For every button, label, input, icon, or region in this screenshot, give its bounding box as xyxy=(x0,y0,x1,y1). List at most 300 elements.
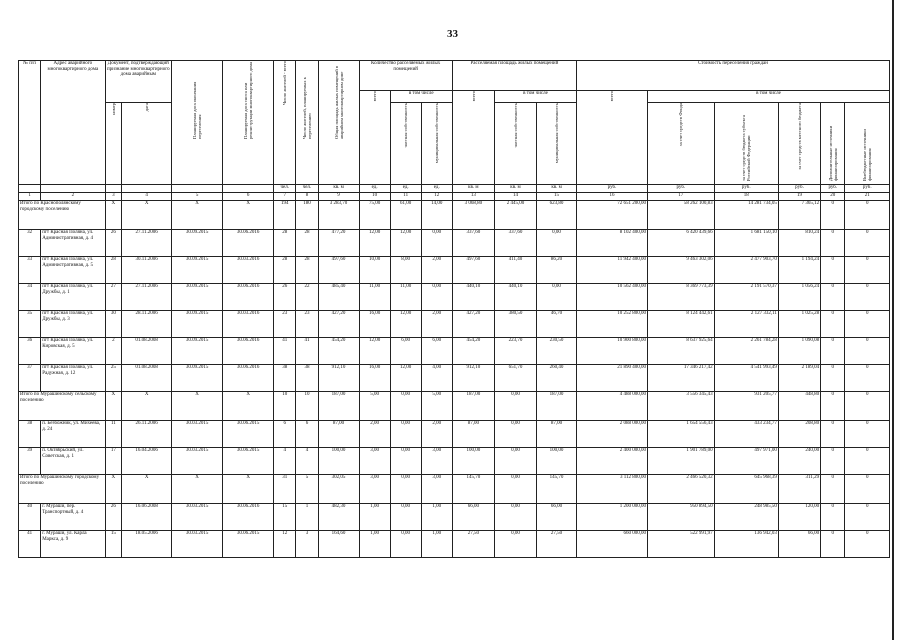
value-cell: 87,00 xyxy=(452,421,494,448)
table-row xyxy=(19,230,890,257)
cost-cell: 2 477 903,70 xyxy=(714,257,778,284)
col-doc-date-header: дата xyxy=(122,103,172,185)
cost-cell: 2 261 784,28 xyxy=(714,338,778,365)
cost-cell: 4 541 993,49 xyxy=(714,365,778,392)
value-cell: 26.11.2006 xyxy=(122,421,172,448)
subtotal-row xyxy=(19,392,890,421)
value-cell: 16,00 xyxy=(359,365,390,392)
value-cell: 0,00 xyxy=(537,284,577,311)
value-cell: X xyxy=(223,392,274,421)
value-cell: 38 xyxy=(274,365,296,392)
value-cell: X xyxy=(223,475,274,504)
value-cell: 30.03.2015 xyxy=(172,448,223,475)
value-cell: 2,00 xyxy=(421,311,452,338)
cost-cell: 448,80 xyxy=(778,392,820,421)
value-cell: X xyxy=(172,201,223,230)
value-cell: 0,00 xyxy=(494,475,536,504)
value-cell: X xyxy=(172,475,223,504)
value-cell: 1,00 xyxy=(359,531,390,558)
col-area-group-header: Расселяемая площадь жилых помещений xyxy=(452,61,576,91)
address-cell: пгт Красная Поляна, ул. Административная, д. 4 xyxy=(41,230,105,257)
col-area-private-header: частная собственность xyxy=(494,103,536,185)
value-cell: 0 xyxy=(821,311,845,338)
value-cell: 30.03.2016 xyxy=(223,257,274,284)
value-cell: 145,70 xyxy=(452,475,494,504)
unit-cell: руб. xyxy=(778,185,820,193)
unit-cell xyxy=(105,185,122,193)
units-row xyxy=(19,185,890,193)
column-number-cell: 11 xyxy=(390,193,421,201)
value-cell: 87,00 xyxy=(318,421,359,448)
unit-cell: чел. xyxy=(296,185,318,193)
col-rooms-private-header: частная собственность xyxy=(390,103,421,185)
margin-rule xyxy=(892,0,894,640)
value-cell: 30.11.2006 xyxy=(122,257,172,284)
value-cell: 27,50 xyxy=(452,531,494,558)
value-cell: 30 xyxy=(105,311,122,338)
col-address-header: Адрес аварийного многоквартирного дома xyxy=(41,61,105,185)
value-cell: 0,00 xyxy=(494,421,536,448)
value-cell: 30.06.2015 xyxy=(223,421,274,448)
value-cell: 454,20 xyxy=(452,338,494,365)
cost-cell: 11 942 400,00 xyxy=(577,257,648,284)
unit-cell: ед. xyxy=(421,185,452,193)
value-cell: 0 xyxy=(821,531,845,558)
value-cell: 22 xyxy=(296,284,318,311)
cost-cell: 66,00 xyxy=(778,531,820,558)
value-cell: 30.06.2016 xyxy=(223,284,274,311)
value-cell: 0 xyxy=(821,421,845,448)
cost-cell: 208,80 xyxy=(778,421,820,448)
column-number-cell: 1 xyxy=(19,193,41,201)
col-cost-regional-header: за счет средств бюджета субъекта Российской Федерации xyxy=(714,103,778,185)
row-number-cell: 39 xyxy=(19,448,41,475)
value-cell: 485,40 xyxy=(318,284,359,311)
value-cell: 454,20 xyxy=(318,338,359,365)
value-cell: 380,50 xyxy=(494,311,536,338)
value-cell: 0 xyxy=(821,475,845,504)
page-number: 33 xyxy=(447,28,458,40)
value-cell: 17 xyxy=(105,448,122,475)
row-number-cell: 37 xyxy=(19,365,41,392)
value-cell: 0,00 xyxy=(390,531,421,558)
value-cell: 440,10 xyxy=(494,284,536,311)
value-cell: 0,00 xyxy=(494,531,536,558)
column-number-cell: 17 xyxy=(648,193,715,201)
value-cell: 180 xyxy=(296,201,318,230)
value-cell: 30.06.2016 xyxy=(223,365,274,392)
address-cell: п. Октябрьский, ул. Советская, д. 1 xyxy=(41,448,105,475)
value-cell: 30.03.2015 xyxy=(172,421,223,448)
col-rooms-group-header: Количество расселяемых жилых помещений xyxy=(359,61,452,91)
value-cell: 28 xyxy=(296,230,318,257)
unit-cell xyxy=(223,185,274,193)
value-cell: 61,00 xyxy=(390,201,421,230)
address-cell: пгт Красная Поляна, ул. Дружбы, д. 3 xyxy=(41,311,105,338)
col-document-header: Документ, подтверждающий признание многоквартирного дома аварийным xyxy=(105,61,172,103)
value-cell: 912,10 xyxy=(318,365,359,392)
value-cell: 87,00 xyxy=(537,421,577,448)
subtotal-row xyxy=(19,201,890,230)
value-cell: 0 xyxy=(845,392,890,421)
value-cell: X xyxy=(122,201,172,230)
cost-cell: 1 090,08 xyxy=(778,338,820,365)
cost-cell: 248 985,50 xyxy=(714,504,778,531)
column-number-cell: 9 xyxy=(318,193,359,201)
value-cell: 6 xyxy=(296,421,318,448)
cost-cell: 8 637 925,64 xyxy=(648,338,715,365)
value-cell: 0 xyxy=(845,365,890,392)
value-cell: 0,00 xyxy=(390,392,421,421)
cost-cell: 497 971,00 xyxy=(714,448,778,475)
value-cell: 0 xyxy=(821,201,845,230)
column-number-cell: 10 xyxy=(359,193,390,201)
row-number-cell: 34 xyxy=(19,284,41,311)
column-number-cell: 7 xyxy=(274,193,296,201)
col-cost-extra-header: Внебюджетные источники финансирования xyxy=(845,103,890,185)
col-planned-demolition-header: Планируемая дата сноса или реконструкции многоквартирного дома xyxy=(223,61,274,185)
value-cell: 12,00 xyxy=(390,365,421,392)
table-row xyxy=(19,338,890,365)
value-cell: 411,40 xyxy=(494,257,536,284)
col-area-total-header: всего xyxy=(452,91,494,185)
value-cell: 497,60 xyxy=(452,257,494,284)
value-cell: 66,00 xyxy=(452,504,494,531)
value-cell: 3,00 xyxy=(421,475,452,504)
column-number-cell: 8 xyxy=(296,193,318,201)
value-cell: 0 xyxy=(845,257,890,284)
value-cell: X xyxy=(122,475,172,504)
col-doc-number-header: номер xyxy=(105,103,122,185)
column-number-cell: 14 xyxy=(494,193,536,201)
address-cell: пгт Красная Поляна, ул. Административная, д. 5 xyxy=(41,257,105,284)
value-cell: X xyxy=(105,475,122,504)
col-planned-date-header: Планируемая дата окончания переселения xyxy=(172,61,223,185)
cost-cell: 2 466 520,32 xyxy=(648,475,715,504)
column-number-cell: 19 xyxy=(778,193,820,201)
cost-cell: 1 200 000,00 xyxy=(577,504,648,531)
value-cell: 30.09.2015 xyxy=(172,365,223,392)
cost-cell: 17 346 217,42 xyxy=(648,365,715,392)
value-cell: 31 xyxy=(274,475,296,504)
address-cell: пгт Красная Поляна, ул. Радужная, д. 12 xyxy=(41,365,105,392)
col-num-header: № п/п xyxy=(19,61,41,185)
value-cell: 0 xyxy=(845,421,890,448)
value-cell: 16.06.2008 xyxy=(122,504,172,531)
column-number-cell: 2 xyxy=(41,193,105,201)
value-cell: 0 xyxy=(821,257,845,284)
value-cell: 0,00 xyxy=(537,230,577,257)
value-cell: 2,00 xyxy=(359,421,390,448)
value-cell: 28.11.2006 xyxy=(122,311,172,338)
col-residents-total-header: Число жителей - всего xyxy=(274,61,296,185)
row-number-cell: 40 xyxy=(19,504,41,531)
value-cell: 28 xyxy=(274,230,296,257)
value-cell: 0 xyxy=(845,230,890,257)
value-cell: 260,40 xyxy=(537,365,577,392)
value-cell: 3,00 xyxy=(359,448,390,475)
unit-cell: руб. xyxy=(845,185,890,193)
cost-cell: 58 262 100,83 xyxy=(648,201,715,230)
value-cell: 5,00 xyxy=(359,392,390,421)
address-cell: п. Безбожник, ул. Михеева, д. 24 xyxy=(41,421,105,448)
value-cell: 86,20 xyxy=(537,257,577,284)
value-cell: 16,00 xyxy=(359,311,390,338)
cost-cell: 21 890 400,00 xyxy=(577,365,648,392)
value-cell: 18.05.2006 xyxy=(122,531,172,558)
value-cell: 4,00 xyxy=(421,365,452,392)
value-cell: 46,70 xyxy=(537,311,577,338)
unit-cell: руб. xyxy=(577,185,648,193)
unit-cell xyxy=(41,185,105,193)
value-cell: 4 xyxy=(274,448,296,475)
unit-cell: ед. xyxy=(390,185,421,193)
cost-cell: 2 127 332,11 xyxy=(714,311,778,338)
value-cell: 30.09.2015 xyxy=(172,284,223,311)
col-residents-planned-header: Число жителей, планируемых к переселению xyxy=(296,61,318,185)
value-cell: 11,00 xyxy=(359,284,390,311)
unit-cell: кв. м xyxy=(537,185,577,193)
value-cell: 100,00 xyxy=(537,448,577,475)
unit-cell: руб. xyxy=(648,185,715,193)
cost-cell: 10 562 400,00 xyxy=(577,284,648,311)
table-row xyxy=(19,311,890,338)
value-cell: 223,70 xyxy=(494,338,536,365)
value-cell: 0 xyxy=(821,284,845,311)
row-number-cell: 38 xyxy=(19,421,41,448)
value-cell: 27.11.2006 xyxy=(122,284,172,311)
cost-cell: 1 654 556,43 xyxy=(648,421,715,448)
cost-cell: 240,00 xyxy=(778,448,820,475)
cost-cell: 1 056,24 xyxy=(778,284,820,311)
table-row xyxy=(19,365,890,392)
value-cell: 27 xyxy=(105,284,122,311)
cost-cell: 2 400 000,00 xyxy=(577,448,648,475)
cost-cell: 8 369 773,39 xyxy=(648,284,715,311)
cost-cell: 120,00 xyxy=(778,504,820,531)
column-number-cell: 3 xyxy=(105,193,122,201)
cost-cell: 1 025,28 xyxy=(778,311,820,338)
value-cell: 01.08.2008 xyxy=(122,338,172,365)
value-cell: 0 xyxy=(821,365,845,392)
value-cell: 30.09.2015 xyxy=(172,230,223,257)
unit-cell: чел. xyxy=(274,185,296,193)
cost-cell: 1 681 150,10 xyxy=(714,230,778,257)
value-cell: 912,10 xyxy=(452,365,494,392)
unit-cell xyxy=(19,185,41,193)
cost-cell: 7 365,12 xyxy=(778,201,820,230)
value-cell: 0,00 xyxy=(390,475,421,504)
value-cell: 3,00 xyxy=(421,448,452,475)
value-cell: 30.06.2015 xyxy=(223,448,274,475)
cost-cell: 136 942,03 xyxy=(714,531,778,558)
column-number-cell: 4 xyxy=(122,193,172,201)
unit-cell: ед. xyxy=(359,185,390,193)
value-cell: 1,00 xyxy=(421,531,452,558)
value-cell: 23 xyxy=(296,311,318,338)
value-cell: 10 xyxy=(274,392,296,421)
col-total-area-header: Общая площадь жилых помещений в аварийном многоквартирном доме xyxy=(318,61,359,185)
value-cell: 187,00 xyxy=(318,392,359,421)
value-cell: 15 xyxy=(274,504,296,531)
value-cell: 0 xyxy=(821,338,845,365)
column-number-cell: 21 xyxy=(845,193,890,201)
value-cell: 3 283,70 xyxy=(318,201,359,230)
cost-cell: 950 894,50 xyxy=(648,504,715,531)
value-cell: 1,00 xyxy=(359,504,390,531)
value-cell: 38 xyxy=(296,365,318,392)
value-cell: 6,00 xyxy=(421,338,452,365)
value-cell: 164,60 xyxy=(318,531,359,558)
subtotal-label: Итого по Мурашинскому сельскому поселению xyxy=(19,392,106,421)
cost-cell: 9 463 302,06 xyxy=(648,257,715,284)
value-cell: 0 xyxy=(845,311,890,338)
value-cell: 0 xyxy=(821,448,845,475)
value-cell: 230,50 xyxy=(537,338,577,365)
value-cell: 145,70 xyxy=(537,475,577,504)
value-cell: 26 xyxy=(274,284,296,311)
table-row xyxy=(19,448,890,475)
cost-cell: 1 901 789,00 xyxy=(648,448,715,475)
value-cell: 0 xyxy=(845,531,890,558)
cost-cell: 433 234,77 xyxy=(714,421,778,448)
value-cell: 0 xyxy=(821,504,845,531)
value-cell: 10,00 xyxy=(359,257,390,284)
table-row xyxy=(19,504,890,531)
value-cell: 187,00 xyxy=(452,392,494,421)
value-cell: 12 xyxy=(274,531,296,558)
column-number-cell: 6 xyxy=(223,193,274,201)
cost-cell: 10 252 800,00 xyxy=(577,311,648,338)
value-cell: X xyxy=(105,392,122,421)
resettlement-table xyxy=(18,60,890,558)
value-cell: 41 xyxy=(274,338,296,365)
value-cell: 0,00 xyxy=(390,448,421,475)
col-rooms-incl-header: в том числе xyxy=(390,91,452,103)
value-cell: 477,20 xyxy=(318,230,359,257)
table-body xyxy=(19,201,890,558)
value-cell: 28 xyxy=(296,257,318,284)
value-cell: 15 xyxy=(105,531,122,558)
value-cell: 0 xyxy=(845,448,890,475)
cost-cell: 3 112 800,00 xyxy=(577,475,648,504)
value-cell: 0 xyxy=(845,201,890,230)
value-cell: 28 xyxy=(105,257,122,284)
column-numbers-row xyxy=(19,193,890,201)
unit-cell: руб. xyxy=(821,185,845,193)
value-cell: 12,00 xyxy=(359,338,390,365)
row-number-cell: 41 xyxy=(19,531,41,558)
value-cell: 100,00 xyxy=(318,448,359,475)
row-number-cell: 36 xyxy=(19,338,41,365)
value-cell: 194 xyxy=(274,201,296,230)
value-cell: 0 xyxy=(845,338,890,365)
value-cell: X xyxy=(105,201,122,230)
value-cell: 623,80 xyxy=(537,201,577,230)
value-cell: 3 068,80 xyxy=(452,201,494,230)
cost-cell: 2 189,04 xyxy=(778,365,820,392)
value-cell: 8,00 xyxy=(390,257,421,284)
value-cell: 0,00 xyxy=(494,504,536,531)
value-cell: 1 xyxy=(296,504,318,531)
cost-cell: 311,29 xyxy=(778,475,820,504)
table-row xyxy=(19,257,890,284)
address-cell: пгт Красная Поляна, ул. Дружбы, д. 1 xyxy=(41,284,105,311)
table-row xyxy=(19,284,890,311)
value-cell: 30.06.2015 xyxy=(223,531,274,558)
col-area-municipal-header: муниципальная собственность xyxy=(537,103,577,185)
value-cell: 30.09.2015 xyxy=(172,338,223,365)
cost-cell: 645 968,39 xyxy=(714,475,778,504)
unit-cell: кв. м xyxy=(494,185,536,193)
cost-cell: 3 556 345,43 xyxy=(648,392,715,421)
value-cell: 4 xyxy=(296,448,318,475)
subtotal-row xyxy=(19,475,890,504)
column-number-cell: 5 xyxy=(172,193,223,201)
value-cell: 0,00 xyxy=(494,392,536,421)
value-cell: 30.06.2016 xyxy=(223,230,274,257)
value-cell: 0 xyxy=(821,230,845,257)
value-cell: 23 xyxy=(274,311,296,338)
value-cell: X xyxy=(172,392,223,421)
value-cell: 427,20 xyxy=(452,311,494,338)
value-cell: 0 xyxy=(821,392,845,421)
table-row xyxy=(19,421,890,448)
address-cell: г. Мураши, пер. Транспортный, д. 4 xyxy=(41,504,105,531)
row-number-cell: 33 xyxy=(19,257,41,284)
cost-cell: 8 124 442,61 xyxy=(648,311,715,338)
value-cell: 10 xyxy=(296,392,318,421)
value-cell: X xyxy=(223,201,274,230)
value-cell: 16.04.2006 xyxy=(122,448,172,475)
value-cell: 30.03.2016 xyxy=(223,311,274,338)
cost-cell: 931 205,77 xyxy=(714,392,778,421)
value-cell: 01.08.2008 xyxy=(122,365,172,392)
value-cell: 30.09.2015 xyxy=(172,257,223,284)
value-cell: 30.06.2016 xyxy=(223,504,274,531)
value-cell: 2,00 xyxy=(421,257,452,284)
cost-cell: 2 088 000,00 xyxy=(577,421,648,448)
value-cell: 27,50 xyxy=(537,531,577,558)
row-number-cell: 32 xyxy=(19,230,41,257)
value-cell: 6,00 xyxy=(390,338,421,365)
cost-cell: 522 991,97 xyxy=(648,531,715,558)
value-cell: 0 xyxy=(845,504,890,531)
cost-cell: 10 900 800,00 xyxy=(577,338,648,365)
subtotal-label: Итого по Краснополянскому городскому поселению xyxy=(19,201,106,230)
value-cell: 302,05 xyxy=(318,475,359,504)
value-cell: 0,00 xyxy=(390,421,421,448)
value-cell: 12,00 xyxy=(359,230,390,257)
value-cell: 337,60 xyxy=(452,230,494,257)
value-cell: 5 xyxy=(296,475,318,504)
column-number-cell: 16 xyxy=(577,193,648,201)
value-cell: 482,30 xyxy=(318,504,359,531)
value-cell: 41 xyxy=(296,338,318,365)
value-cell: 0,00 xyxy=(421,230,452,257)
column-number-cell: 12 xyxy=(421,193,452,201)
value-cell: 12,00 xyxy=(390,230,421,257)
col-cost-local-header: за счет средств местного бюджета xyxy=(778,103,820,185)
unit-cell xyxy=(122,185,172,193)
col-cost-incl-header: в том числе xyxy=(648,91,890,103)
col-cost-group-header: Стоимость переселения граждан xyxy=(577,61,890,91)
unit-cell: руб. xyxy=(714,185,778,193)
column-number-cell: 20 xyxy=(821,193,845,201)
cost-cell: 6 420 439,66 xyxy=(648,230,715,257)
value-cell: 0,00 xyxy=(390,504,421,531)
col-cost-fund-header: за счет средств Фонда xyxy=(648,103,715,185)
